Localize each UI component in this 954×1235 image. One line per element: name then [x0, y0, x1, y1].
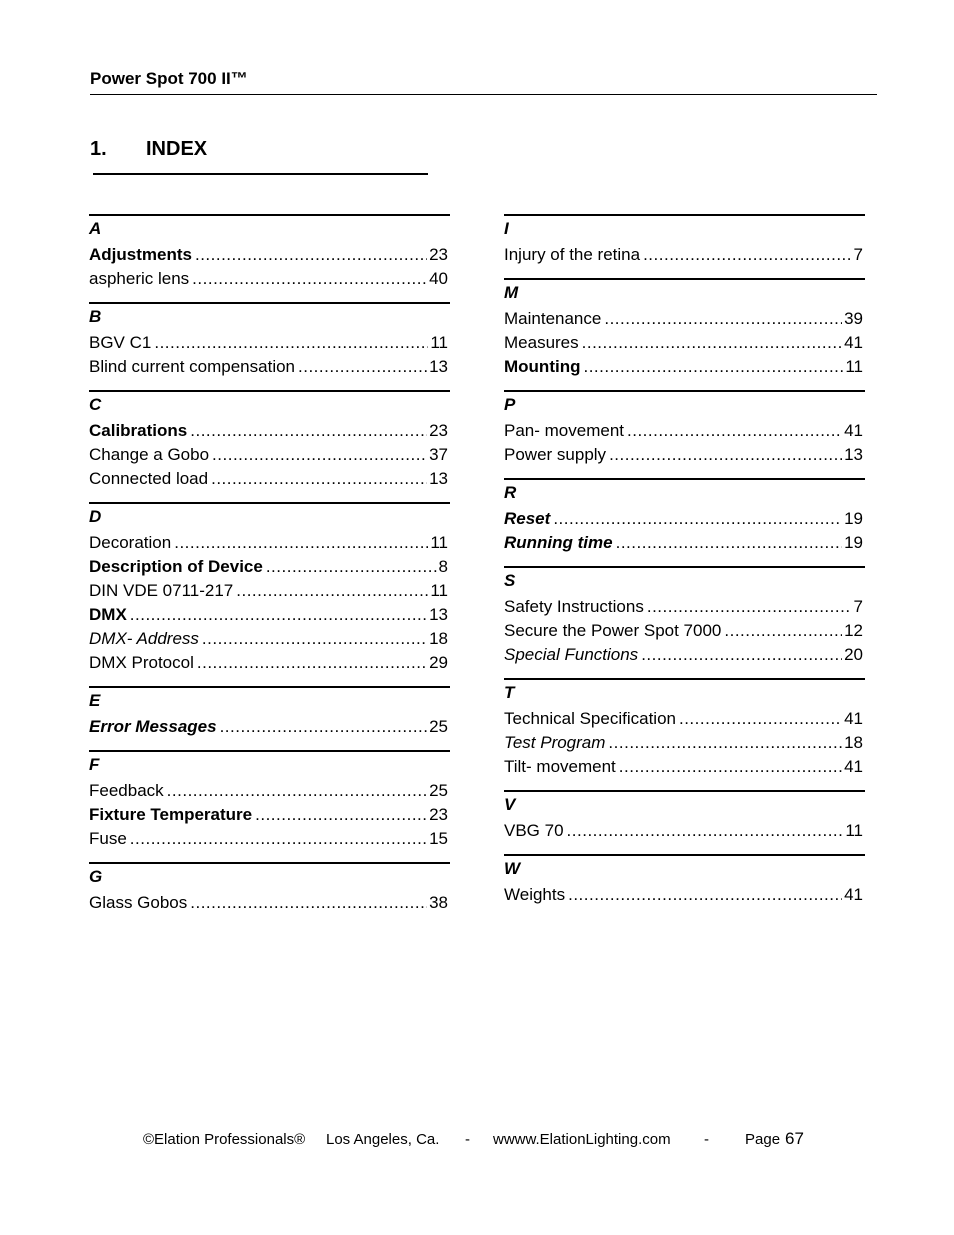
index-page-number: 13 [844, 445, 863, 464]
footer-location: Los Angeles, Ca. [326, 1131, 440, 1148]
index-page-number: 29 [429, 653, 448, 672]
section-heading [90, 138, 207, 161]
heading-underline [93, 173, 428, 175]
footer-page-number: 67 [785, 1129, 804, 1148]
index-entry [89, 827, 450, 851]
dot-leader [211, 467, 427, 491]
dot-leader [604, 307, 842, 331]
index-letter: R [504, 483, 517, 502]
index-page-number: 12 [844, 621, 863, 640]
dot-leader [195, 243, 427, 267]
index-term: Calibrations [89, 421, 188, 440]
index-column-left [89, 214, 450, 926]
index-entry [89, 779, 450, 803]
index-term: Secure the Power Spot 7000 [504, 621, 722, 640]
index-group [89, 686, 450, 750]
index-term: Description of Device [89, 557, 263, 576]
index-term: Tilt- movement [504, 757, 616, 776]
dot-leader [583, 355, 843, 379]
index-page-number: 11 [845, 357, 863, 376]
dot-leader [568, 883, 842, 907]
index-letter: P [504, 395, 516, 414]
index-term: Glass Gobos [89, 893, 188, 912]
index-page-number: 41 [844, 757, 863, 776]
index-page-number: 15 [429, 829, 448, 848]
dot-leader [641, 643, 842, 667]
index-page-number: 23 [429, 421, 448, 440]
dot-leader [236, 579, 428, 603]
index-group [504, 478, 865, 566]
index-page-number: 13 [429, 357, 448, 376]
index-entry [504, 419, 865, 443]
index-entry [504, 619, 865, 643]
dot-leader [608, 731, 842, 755]
index-entry [89, 267, 450, 291]
index-page-number: 13 [429, 469, 448, 488]
index-group [89, 502, 450, 686]
header-divider [90, 94, 877, 95]
index-entry [89, 243, 450, 267]
dot-leader [174, 531, 428, 555]
dot-leader [220, 715, 428, 739]
index-group [89, 750, 450, 862]
dot-leader [619, 755, 842, 779]
index-term: Weights [504, 885, 566, 904]
index-page-number: 7 [853, 245, 863, 264]
index-entry [504, 707, 865, 731]
index-entry [89, 419, 450, 443]
index-group [89, 214, 450, 302]
index-letter: F [89, 755, 100, 774]
index-entry [504, 331, 865, 355]
index-entry [89, 531, 450, 555]
index-group [504, 278, 865, 390]
index-page-number: 41 [844, 885, 863, 904]
index-term: VBG 70 [504, 821, 564, 840]
index-page-number: 23 [429, 245, 448, 264]
index-letter: S [504, 571, 516, 590]
dot-leader [582, 331, 842, 355]
index-page-number: 19 [844, 509, 863, 528]
index-letter: C [89, 395, 102, 414]
index-term: DMX Protocol [89, 653, 194, 672]
index-group [504, 790, 865, 854]
index-entry [504, 355, 865, 379]
index-letter: E [89, 691, 101, 710]
dot-leader [616, 531, 842, 555]
footer-website: wwww.ElationLighting.com [493, 1131, 671, 1148]
index-entry [89, 715, 450, 739]
dot-leader [192, 267, 427, 291]
dot-leader [679, 707, 842, 731]
index-letter: M [504, 283, 519, 302]
index-term: Injury of the retina [504, 245, 641, 264]
index-letter: I [504, 219, 509, 238]
index-letter: B [89, 307, 102, 326]
index-term: Test Program [504, 733, 606, 752]
index-entry [89, 651, 450, 675]
index-term: Maintenance [504, 309, 602, 328]
dot-leader [266, 555, 437, 579]
index-column-right [504, 214, 865, 918]
footer-page-label: Page [745, 1131, 781, 1148]
index-entry [89, 331, 450, 355]
index-entry [504, 755, 865, 779]
footer-separator: - [465, 1131, 470, 1148]
index-letter: A [89, 219, 102, 238]
index-letter: T [504, 683, 515, 702]
index-page-number: 13 [429, 605, 448, 624]
index-term: Measures [504, 333, 579, 352]
index-page-number: 18 [429, 629, 448, 648]
index-term: Connected load [89, 469, 209, 488]
index-entry [89, 891, 450, 915]
dot-leader [130, 827, 427, 851]
dot-leader [167, 779, 427, 803]
index-page-number: 11 [430, 333, 448, 352]
index-letter: W [504, 859, 521, 878]
index-page-number: 19 [844, 533, 863, 552]
index-term: Technical Specification [504, 709, 676, 728]
dot-leader [190, 891, 427, 915]
footer-separator: - [704, 1131, 709, 1148]
dot-leader [190, 419, 427, 443]
index-term: Mounting [504, 357, 581, 376]
index-term: Error Messages [89, 717, 217, 736]
index-group [89, 390, 450, 502]
index-term: Adjustments [89, 245, 192, 264]
index-term: Safety Instructions [504, 597, 644, 616]
index-group [89, 862, 450, 926]
index-page-number: 25 [429, 717, 448, 736]
index-entry [504, 307, 865, 331]
index-page-number: 39 [844, 309, 863, 328]
index-page-number: 11 [430, 581, 448, 600]
index-term: Blind current compensation [89, 357, 296, 376]
index-entry [504, 243, 865, 267]
index-entry [89, 627, 450, 651]
dot-leader [298, 355, 427, 379]
index-term: BGV C1 [89, 333, 152, 352]
index-entry [89, 803, 450, 827]
index-term: DIN VDE 0711-217 [89, 581, 234, 600]
index-entry [504, 731, 865, 755]
index-entry [504, 819, 865, 843]
index-letter: D [89, 507, 102, 526]
index-group [504, 566, 865, 678]
index-page-number: 38 [429, 893, 448, 912]
index-group [504, 854, 865, 918]
index-entry [504, 443, 865, 467]
index-term: Fuse [89, 829, 127, 848]
dot-leader [255, 803, 427, 827]
index-group [89, 302, 450, 390]
index-term: Decoration [89, 533, 172, 552]
index-letter: V [504, 795, 516, 814]
index-term: aspheric lens [89, 269, 190, 288]
dot-leader [724, 619, 842, 643]
index-entry [89, 355, 450, 379]
dot-leader [154, 331, 428, 355]
index-entry [89, 443, 450, 467]
document-title: Power Spot 700 II™ [90, 69, 248, 88]
index-term: Special Functions [504, 645, 639, 664]
index-term: Pan- movement [504, 421, 624, 440]
index-group [504, 390, 865, 478]
index-group [504, 678, 865, 790]
footer-copyright: ©Elation Professionals® [143, 1131, 306, 1148]
index-entry [504, 531, 865, 555]
index-page-number: 40 [429, 269, 448, 288]
index-term: Power supply [504, 445, 607, 464]
index-entry [504, 595, 865, 619]
dot-leader [647, 595, 852, 619]
index-letter: G [89, 867, 103, 886]
index-entry [89, 467, 450, 491]
section-number: 1. [90, 138, 107, 160]
index-page-number: 11 [845, 821, 863, 840]
dot-leader [643, 243, 851, 267]
index-term: Reset [504, 509, 551, 528]
index-page-number: 11 [430, 533, 448, 552]
index-page-number: 25 [429, 781, 448, 800]
index-entry [89, 603, 450, 627]
index-page-number: 37 [429, 445, 448, 464]
index-entry [89, 579, 450, 603]
section-title: INDEX [146, 138, 208, 160]
index-entry [504, 883, 865, 907]
dot-leader [627, 419, 842, 443]
dot-leader [197, 651, 427, 675]
index-page-number: 41 [844, 421, 863, 440]
index-entry [89, 555, 450, 579]
index-page-number: 20 [844, 645, 863, 664]
dot-leader [609, 443, 842, 467]
dot-leader [553, 507, 842, 531]
dot-leader [202, 627, 427, 651]
index-term: Feedback [89, 781, 164, 800]
index-page-number: 41 [844, 709, 863, 728]
index-entry [504, 643, 865, 667]
index-term: DMX [89, 605, 127, 624]
index-entry [504, 507, 865, 531]
index-term: Fixture Temperature [89, 805, 253, 824]
dot-leader [567, 819, 844, 843]
index-group [504, 214, 865, 278]
index-term: Running time [504, 533, 613, 552]
index-page-number: 41 [844, 333, 863, 352]
index-page-number: 23 [429, 805, 448, 824]
dot-leader [212, 443, 427, 467]
index-page-number: 8 [438, 557, 448, 576]
index-term: DMX- Address [89, 629, 199, 648]
dot-leader [130, 603, 427, 627]
index-page-number: 18 [844, 733, 863, 752]
index-term: Change a Gobo [89, 445, 210, 464]
index-page-number: 7 [853, 597, 863, 616]
